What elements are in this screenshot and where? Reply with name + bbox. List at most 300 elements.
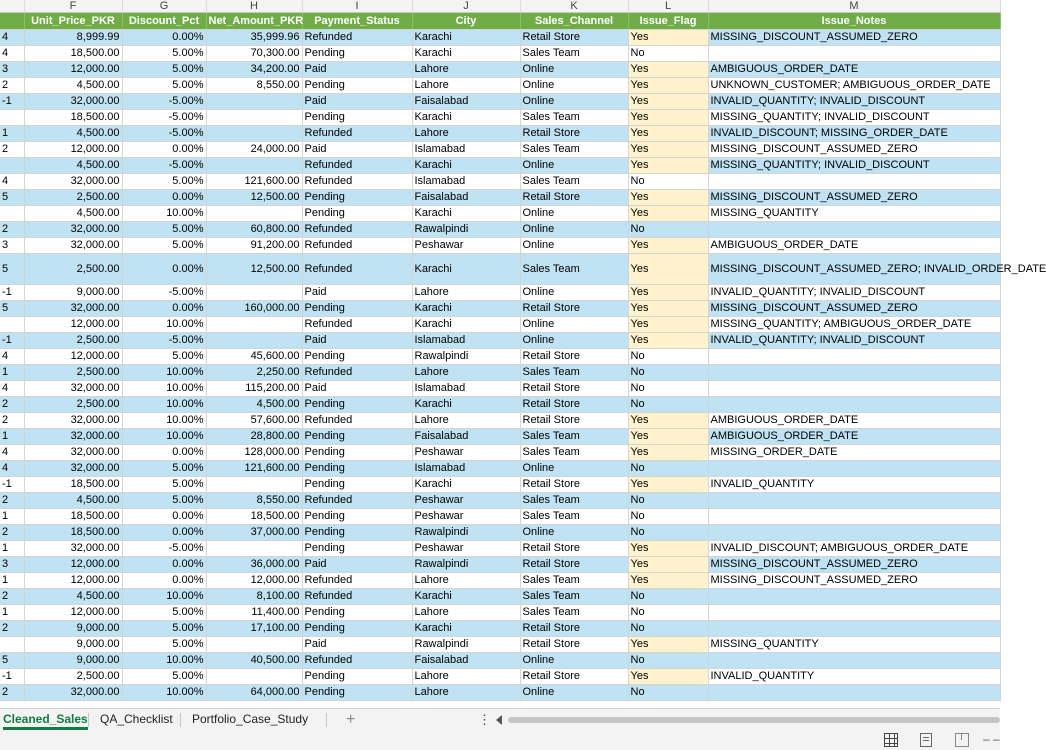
- quantity-cell[interactable]: -1: [0, 285, 24, 301]
- issue-notes-cell[interactable]: MISSING_QUANTITY; INVALID_DISCOUNT: [708, 158, 1000, 174]
- unit-price-cell[interactable]: 12,000.00: [24, 573, 122, 589]
- issue-flag-cell[interactable]: Yes: [628, 30, 708, 46]
- net-amount-cell[interactable]: 45,600.00: [206, 349, 302, 365]
- quantity-cell[interactable]: 3: [0, 238, 24, 254]
- payment-status-cell[interactable]: Pending: [302, 397, 412, 413]
- quantity-cell[interactable]: 4: [0, 381, 24, 397]
- net-amount-cell[interactable]: 40,500.00: [206, 653, 302, 669]
- unit-price-cell[interactable]: 12,000.00: [24, 605, 122, 621]
- unit-price-cell[interactable]: 18,500.00: [24, 509, 122, 525]
- discount-cell[interactable]: 5.00%: [122, 669, 206, 685]
- issue-notes-cell[interactable]: [708, 653, 1000, 669]
- sales-channel-cell[interactable]: Online: [520, 333, 628, 349]
- unit-price-cell[interactable]: 2,500.00: [24, 397, 122, 413]
- net-amount-cell[interactable]: 12,500.00: [206, 190, 302, 206]
- city-cell[interactable]: Lahore: [412, 413, 520, 429]
- payment-status-cell[interactable]: Refunded: [302, 222, 412, 238]
- quantity-cell[interactable]: 4: [0, 349, 24, 365]
- column-letter-l[interactable]: L: [628, 0, 708, 13]
- city-cell[interactable]: Rawalpindi: [412, 557, 520, 573]
- payment-status-cell[interactable]: Refunded: [302, 158, 412, 174]
- column-letter-g[interactable]: G: [122, 0, 206, 13]
- sales-channel-cell[interactable]: Online: [520, 685, 628, 701]
- payment-status-cell[interactable]: Refunded: [302, 30, 412, 46]
- header-cell-net-amount-pkr[interactable]: Net_Amount_PKR: [206, 13, 302, 30]
- issue-flag-cell[interactable]: No: [628, 222, 708, 238]
- city-cell[interactable]: Karachi: [412, 254, 520, 285]
- city-cell[interactable]: Lahore: [412, 685, 520, 701]
- unit-price-cell[interactable]: 32,000.00: [24, 685, 122, 701]
- net-amount-cell[interactable]: 28,800.00: [206, 429, 302, 445]
- quantity-cell[interactable]: 1: [0, 541, 24, 557]
- issue-flag-cell[interactable]: Yes: [628, 238, 708, 254]
- net-amount-cell[interactable]: 8,550.00: [206, 78, 302, 94]
- city-cell[interactable]: Peshawar: [412, 445, 520, 461]
- unit-price-cell[interactable]: 4,500.00: [24, 589, 122, 605]
- city-cell[interactable]: Faisalabad: [412, 94, 520, 110]
- issue-flag-cell[interactable]: Yes: [628, 142, 708, 158]
- payment-status-cell[interactable]: Refunded: [302, 589, 412, 605]
- payment-status-cell[interactable]: Pending: [302, 110, 412, 126]
- issue-notes-cell[interactable]: UNKNOWN_CUSTOMER; AMBIGUOUS_ORDER_DATE: [708, 78, 1000, 94]
- discount-cell[interactable]: 5.00%: [122, 477, 206, 493]
- quantity-cell[interactable]: [0, 637, 24, 653]
- issue-notes-cell[interactable]: [708, 509, 1000, 525]
- issue-flag-cell[interactable]: Yes: [628, 301, 708, 317]
- city-cell[interactable]: Karachi: [412, 397, 520, 413]
- net-amount-cell[interactable]: [206, 110, 302, 126]
- issue-flag-cell[interactable]: No: [628, 349, 708, 365]
- sales-channel-cell[interactable]: Online: [520, 653, 628, 669]
- sales-channel-cell[interactable]: Retail Store: [520, 541, 628, 557]
- payment-status-cell[interactable]: Paid: [302, 94, 412, 110]
- payment-status-cell[interactable]: Paid: [302, 62, 412, 78]
- unit-price-cell[interactable]: 4,500.00: [24, 206, 122, 222]
- issue-flag-cell[interactable]: Yes: [628, 637, 708, 653]
- quantity-cell[interactable]: 4: [0, 445, 24, 461]
- issue-notes-cell[interactable]: [708, 589, 1000, 605]
- sales-channel-cell[interactable]: Online: [520, 525, 628, 541]
- issue-notes-cell[interactable]: [708, 493, 1000, 509]
- city-cell[interactable]: Karachi: [412, 46, 520, 62]
- payment-status-cell[interactable]: Pending: [302, 429, 412, 445]
- issue-notes-cell[interactable]: [708, 397, 1000, 413]
- issue-notes-cell[interactable]: MISSING_DISCOUNT_ASSUMED_ZERO; INVALID_ORDER_DATE: [708, 254, 1000, 285]
- unit-price-cell[interactable]: 9,000.00: [24, 621, 122, 637]
- quantity-cell[interactable]: 4: [0, 30, 24, 46]
- discount-cell[interactable]: 5.00%: [122, 637, 206, 653]
- city-cell[interactable]: Peshawar: [412, 509, 520, 525]
- issue-flag-cell[interactable]: Yes: [628, 94, 708, 110]
- issue-notes-cell[interactable]: MISSING_QUANTITY; AMBIGUOUS_ORDER_DATE: [708, 317, 1000, 333]
- net-amount-cell[interactable]: [206, 158, 302, 174]
- quantity-cell[interactable]: 2: [0, 589, 24, 605]
- net-amount-cell[interactable]: 37,000.00: [206, 525, 302, 541]
- payment-status-cell[interactable]: Pending: [302, 669, 412, 685]
- payment-status-cell[interactable]: Pending: [302, 541, 412, 557]
- add-sheet-icon[interactable]: +: [346, 711, 356, 728]
- sales-channel-cell[interactable]: Sales Team: [520, 174, 628, 190]
- net-amount-cell[interactable]: 2,250.00: [206, 365, 302, 381]
- city-cell[interactable]: Lahore: [412, 285, 520, 301]
- issue-flag-cell[interactable]: Yes: [628, 126, 708, 142]
- quantity-cell[interactable]: -1: [0, 477, 24, 493]
- issue-flag-cell[interactable]: Yes: [628, 445, 708, 461]
- payment-status-cell[interactable]: Pending: [302, 349, 412, 365]
- discount-cell[interactable]: -5.00%: [122, 94, 206, 110]
- discount-cell[interactable]: 10.00%: [122, 317, 206, 333]
- issue-notes-cell[interactable]: MISSING_QUANTITY: [708, 637, 1000, 653]
- column-letter-m[interactable]: M: [708, 0, 1000, 13]
- column-letter-j[interactable]: J: [412, 0, 520, 13]
- net-amount-cell[interactable]: [206, 94, 302, 110]
- net-amount-cell[interactable]: 12,500.00: [206, 254, 302, 285]
- discount-cell[interactable]: 0.00%: [122, 301, 206, 317]
- discount-cell[interactable]: 10.00%: [122, 413, 206, 429]
- sales-channel-cell[interactable]: Retail Store: [520, 190, 628, 206]
- net-amount-cell[interactable]: 57,600.00: [206, 413, 302, 429]
- issue-flag-cell[interactable]: No: [628, 605, 708, 621]
- discount-cell[interactable]: 0.00%: [122, 190, 206, 206]
- discount-cell[interactable]: 5.00%: [122, 493, 206, 509]
- header-cell-quantity[interactable]: [0, 13, 24, 30]
- page-break-preview-icon[interactable]: [955, 733, 969, 747]
- issue-flag-cell[interactable]: No: [628, 461, 708, 477]
- unit-price-cell[interactable]: 18,500.00: [24, 110, 122, 126]
- issue-flag-cell[interactable]: Yes: [628, 190, 708, 206]
- column-letter-i[interactable]: I: [302, 0, 412, 13]
- net-amount-cell[interactable]: [206, 317, 302, 333]
- unit-price-cell[interactable]: 32,000.00: [24, 541, 122, 557]
- city-cell[interactable]: Peshawar: [412, 493, 520, 509]
- quantity-cell[interactable]: -1: [0, 94, 24, 110]
- tab-portfolio-case-study[interactable]: Portfolio_Case_Study: [192, 712, 309, 726]
- quantity-cell[interactable]: 1: [0, 509, 24, 525]
- sales-channel-cell[interactable]: Retail Store: [520, 349, 628, 365]
- issue-flag-cell[interactable]: Yes: [628, 285, 708, 301]
- city-cell[interactable]: Islamabad: [412, 174, 520, 190]
- unit-price-cell[interactable]: 12,000.00: [24, 557, 122, 573]
- city-cell[interactable]: Karachi: [412, 621, 520, 637]
- issue-notes-cell[interactable]: INVALID_QUANTITY: [708, 477, 1000, 493]
- issue-notes-cell[interactable]: [708, 174, 1000, 190]
- quantity-cell[interactable]: 2: [0, 142, 24, 158]
- page-layout-icon[interactable]: [920, 733, 932, 747]
- discount-cell[interactable]: -5.00%: [122, 541, 206, 557]
- horizontal-scrollbar[interactable]: [508, 717, 1000, 723]
- city-cell[interactable]: Rawalpindi: [412, 349, 520, 365]
- city-cell[interactable]: Karachi: [412, 589, 520, 605]
- unit-price-cell[interactable]: 2,500.00: [24, 669, 122, 685]
- discount-cell[interactable]: -5.00%: [122, 126, 206, 142]
- sales-channel-cell[interactable]: Retail Store: [520, 397, 628, 413]
- issue-flag-cell[interactable]: Yes: [628, 573, 708, 589]
- payment-status-cell[interactable]: Paid: [302, 557, 412, 573]
- city-cell[interactable]: Karachi: [412, 206, 520, 222]
- unit-price-cell[interactable]: 12,000.00: [24, 317, 122, 333]
- issue-notes-cell[interactable]: MISSING_DISCOUNT_ASSUMED_ZERO: [708, 190, 1000, 206]
- unit-price-cell[interactable]: 32,000.00: [24, 174, 122, 190]
- issue-notes-cell[interactable]: [708, 222, 1000, 238]
- quantity-cell[interactable]: 5: [0, 190, 24, 206]
- discount-cell[interactable]: -5.00%: [122, 285, 206, 301]
- payment-status-cell[interactable]: Pending: [302, 445, 412, 461]
- payment-status-cell[interactable]: Refunded: [302, 413, 412, 429]
- discount-cell[interactable]: 5.00%: [122, 621, 206, 637]
- net-amount-cell[interactable]: [206, 206, 302, 222]
- net-amount-cell[interactable]: [206, 637, 302, 653]
- city-cell[interactable]: Islamabad: [412, 142, 520, 158]
- sales-channel-cell[interactable]: Sales Team: [520, 605, 628, 621]
- unit-price-cell[interactable]: 32,000.00: [24, 429, 122, 445]
- city-cell[interactable]: Islamabad: [412, 333, 520, 349]
- unit-price-cell[interactable]: 9,000.00: [24, 637, 122, 653]
- quantity-cell[interactable]: 2: [0, 525, 24, 541]
- issue-flag-cell[interactable]: Yes: [628, 557, 708, 573]
- quantity-cell[interactable]: 3: [0, 62, 24, 78]
- issue-flag-cell[interactable]: Yes: [628, 110, 708, 126]
- net-amount-cell[interactable]: 91,200.00: [206, 238, 302, 254]
- net-amount-cell[interactable]: 11,400.00: [206, 605, 302, 621]
- discount-cell[interactable]: 5.00%: [122, 349, 206, 365]
- issue-notes-cell[interactable]: [708, 605, 1000, 621]
- city-cell[interactable]: Lahore: [412, 573, 520, 589]
- quantity-cell[interactable]: -1: [0, 669, 24, 685]
- discount-cell[interactable]: 0.00%: [122, 30, 206, 46]
- sales-channel-cell[interactable]: Sales Team: [520, 429, 628, 445]
- zoom-slider[interactable]: – –: [983, 732, 1000, 746]
- payment-status-cell[interactable]: Refunded: [302, 653, 412, 669]
- net-amount-cell[interactable]: [206, 541, 302, 557]
- header-cell-sales-channel[interactable]: Sales_Channel: [520, 13, 628, 30]
- discount-cell[interactable]: 10.00%: [122, 685, 206, 701]
- net-amount-cell[interactable]: 121,600.00: [206, 174, 302, 190]
- issue-notes-cell[interactable]: MISSING_DISCOUNT_ASSUMED_ZERO: [708, 30, 1000, 46]
- issue-flag-cell[interactable]: Yes: [628, 477, 708, 493]
- issue-notes-cell[interactable]: MISSING_QUANTITY: [708, 206, 1000, 222]
- unit-price-cell[interactable]: 32,000.00: [24, 222, 122, 238]
- discount-cell[interactable]: 10.00%: [122, 381, 206, 397]
- net-amount-cell[interactable]: 36,000.00: [206, 557, 302, 573]
- discount-cell[interactable]: 10.00%: [122, 429, 206, 445]
- payment-status-cell[interactable]: Refunded: [302, 493, 412, 509]
- payment-status-cell[interactable]: Refunded: [302, 317, 412, 333]
- sales-channel-cell[interactable]: Online: [520, 222, 628, 238]
- issue-flag-cell[interactable]: Yes: [628, 254, 708, 285]
- payment-status-cell[interactable]: Pending: [302, 525, 412, 541]
- city-cell[interactable]: Faisalabad: [412, 190, 520, 206]
- quantity-cell[interactable]: 3: [0, 557, 24, 573]
- city-cell[interactable]: Karachi: [412, 110, 520, 126]
- issue-flag-cell[interactable]: No: [628, 174, 708, 190]
- issue-notes-cell[interactable]: MISSING_QUANTITY; INVALID_DISCOUNT: [708, 110, 1000, 126]
- sales-channel-cell[interactable]: Online: [520, 206, 628, 222]
- sales-channel-cell[interactable]: Sales Team: [520, 365, 628, 381]
- discount-cell[interactable]: 5.00%: [122, 62, 206, 78]
- net-amount-cell[interactable]: [206, 333, 302, 349]
- unit-price-cell[interactable]: 18,500.00: [24, 525, 122, 541]
- net-amount-cell[interactable]: 18,500.00: [206, 509, 302, 525]
- city-cell[interactable]: Lahore: [412, 126, 520, 142]
- header-cell-city[interactable]: City: [412, 13, 520, 30]
- discount-cell[interactable]: -5.00%: [122, 110, 206, 126]
- issue-flag-cell[interactable]: Yes: [628, 413, 708, 429]
- net-amount-cell[interactable]: 8,550.00: [206, 493, 302, 509]
- issue-flag-cell[interactable]: No: [628, 685, 708, 701]
- net-amount-cell[interactable]: 115,200.00: [206, 381, 302, 397]
- issue-notes-cell[interactable]: MISSING_DISCOUNT_ASSUMED_ZERO: [708, 142, 1000, 158]
- issue-notes-cell[interactable]: MISSING_DISCOUNT_ASSUMED_ZERO: [708, 557, 1000, 573]
- issue-flag-cell[interactable]: Yes: [628, 78, 708, 94]
- quantity-cell[interactable]: 5: [0, 301, 24, 317]
- discount-cell[interactable]: -5.00%: [122, 333, 206, 349]
- city-cell[interactable]: Lahore: [412, 62, 520, 78]
- net-amount-cell[interactable]: [206, 126, 302, 142]
- quantity-cell[interactable]: [0, 158, 24, 174]
- issue-notes-cell[interactable]: [708, 685, 1000, 701]
- header-cell-issue-flag[interactable]: Issue_Flag: [628, 13, 708, 30]
- issue-flag-cell[interactable]: Yes: [628, 206, 708, 222]
- issue-notes-cell[interactable]: AMBIGUOUS_ORDER_DATE: [708, 413, 1000, 429]
- city-cell[interactable]: Karachi: [412, 301, 520, 317]
- city-cell[interactable]: Karachi: [412, 158, 520, 174]
- issue-notes-cell[interactable]: [708, 381, 1000, 397]
- discount-cell[interactable]: 5.00%: [122, 46, 206, 62]
- sales-channel-cell[interactable]: Online: [520, 94, 628, 110]
- city-cell[interactable]: Rawalpindi: [412, 525, 520, 541]
- issue-flag-cell[interactable]: No: [628, 621, 708, 637]
- issue-notes-cell[interactable]: INVALID_DISCOUNT; MISSING_ORDER_DATE: [708, 126, 1000, 142]
- issue-notes-cell[interactable]: AMBIGUOUS_ORDER_DATE: [708, 238, 1000, 254]
- issue-flag-cell[interactable]: No: [628, 397, 708, 413]
- net-amount-cell[interactable]: 8,100.00: [206, 589, 302, 605]
- issue-notes-cell[interactable]: INVALID_QUANTITY; INVALID_DISCOUNT: [708, 94, 1000, 110]
- column-letter-f[interactable]: F: [24, 0, 122, 13]
- net-amount-cell[interactable]: 24,000.00: [206, 142, 302, 158]
- tab-options-icon[interactable]: ⋮: [478, 712, 491, 727]
- sales-channel-cell[interactable]: Retail Store: [520, 669, 628, 685]
- payment-status-cell[interactable]: Refunded: [302, 174, 412, 190]
- issue-flag-cell[interactable]: Yes: [628, 317, 708, 333]
- quantity-cell[interactable]: 4: [0, 46, 24, 62]
- unit-price-cell[interactable]: 2,500.00: [24, 254, 122, 285]
- city-cell[interactable]: Peshawar: [412, 238, 520, 254]
- issue-notes-cell[interactable]: MISSING_DISCOUNT_ASSUMED_ZERO: [708, 573, 1000, 589]
- payment-status-cell[interactable]: Refunded: [302, 573, 412, 589]
- scroll-left-arrow-icon[interactable]: [496, 715, 502, 725]
- sales-channel-cell[interactable]: Retail Store: [520, 413, 628, 429]
- net-amount-cell[interactable]: [206, 477, 302, 493]
- normal-view-icon[interactable]: [884, 733, 898, 747]
- quantity-cell[interactable]: 2: [0, 413, 24, 429]
- payment-status-cell[interactable]: Pending: [302, 477, 412, 493]
- net-amount-cell[interactable]: 34,200.00: [206, 62, 302, 78]
- unit-price-cell[interactable]: 8,999.99: [24, 30, 122, 46]
- sales-channel-cell[interactable]: Retail Store: [520, 301, 628, 317]
- net-amount-cell[interactable]: 70,300.00: [206, 46, 302, 62]
- city-cell[interactable]: Lahore: [412, 365, 520, 381]
- issue-flag-cell[interactable]: No: [628, 525, 708, 541]
- unit-price-cell[interactable]: 4,500.00: [24, 493, 122, 509]
- payment-status-cell[interactable]: Refunded: [302, 254, 412, 285]
- payment-status-cell[interactable]: Pending: [302, 621, 412, 637]
- city-cell[interactable]: Faisalabad: [412, 429, 520, 445]
- net-amount-cell[interactable]: 64,000.00: [206, 685, 302, 701]
- quantity-cell[interactable]: 1: [0, 126, 24, 142]
- discount-cell[interactable]: 0.00%: [122, 557, 206, 573]
- column-letter-h[interactable]: H: [206, 0, 302, 13]
- issue-notes-cell[interactable]: INVALID_QUANTITY; INVALID_DISCOUNT: [708, 333, 1000, 349]
- sales-channel-cell[interactable]: Online: [520, 62, 628, 78]
- quantity-cell[interactable]: 5: [0, 653, 24, 669]
- discount-cell[interactable]: 5.00%: [122, 461, 206, 477]
- sales-channel-cell[interactable]: Retail Store: [520, 557, 628, 573]
- header-cell-unit-price-pkr[interactable]: Unit_Price_PKR: [24, 13, 122, 30]
- city-cell[interactable]: Lahore: [412, 669, 520, 685]
- issue-flag-cell[interactable]: Yes: [628, 62, 708, 78]
- sales-channel-cell[interactable]: Online: [520, 461, 628, 477]
- net-amount-cell[interactable]: 121,600.00: [206, 461, 302, 477]
- sales-channel-cell[interactable]: Retail Store: [520, 126, 628, 142]
- quantity-cell[interactable]: 4: [0, 174, 24, 190]
- net-amount-cell[interactable]: 12,000.00: [206, 573, 302, 589]
- payment-status-cell[interactable]: Paid: [302, 381, 412, 397]
- city-cell[interactable]: Islamabad: [412, 381, 520, 397]
- payment-status-cell[interactable]: Refunded: [302, 238, 412, 254]
- city-cell[interactable]: Karachi: [412, 30, 520, 46]
- discount-cell[interactable]: 0.00%: [122, 525, 206, 541]
- issue-notes-cell[interactable]: MISSING_ORDER_DATE: [708, 445, 1000, 461]
- quantity-cell[interactable]: [0, 317, 24, 333]
- sales-channel-cell[interactable]: Sales Team: [520, 573, 628, 589]
- payment-status-cell[interactable]: Paid: [302, 142, 412, 158]
- discount-cell[interactable]: -5.00%: [122, 158, 206, 174]
- issue-notes-cell[interactable]: INVALID_QUANTITY; INVALID_DISCOUNT: [708, 285, 1000, 301]
- unit-price-cell[interactable]: 12,000.00: [24, 349, 122, 365]
- quantity-cell[interactable]: 1: [0, 605, 24, 621]
- unit-price-cell[interactable]: 12,000.00: [24, 142, 122, 158]
- net-amount-cell[interactable]: 17,100.00: [206, 621, 302, 637]
- unit-price-cell[interactable]: 2,500.00: [24, 333, 122, 349]
- unit-price-cell[interactable]: 2,500.00: [24, 365, 122, 381]
- payment-status-cell[interactable]: Refunded: [302, 365, 412, 381]
- issue-notes-cell[interactable]: INVALID_DISCOUNT; AMBIGUOUS_ORDER_DATE: [708, 541, 1000, 557]
- sales-channel-cell[interactable]: Online: [520, 317, 628, 333]
- issue-flag-cell[interactable]: No: [628, 509, 708, 525]
- discount-cell[interactable]: 0.00%: [122, 445, 206, 461]
- issue-flag-cell[interactable]: No: [628, 589, 708, 605]
- issue-notes-cell[interactable]: [708, 349, 1000, 365]
- sales-channel-cell[interactable]: Sales Team: [520, 110, 628, 126]
- issue-notes-cell[interactable]: [708, 46, 1000, 62]
- discount-cell[interactable]: 0.00%: [122, 509, 206, 525]
- sales-channel-cell[interactable]: Online: [520, 285, 628, 301]
- payment-status-cell[interactable]: Pending: [302, 78, 412, 94]
- payment-status-cell[interactable]: Pending: [302, 301, 412, 317]
- discount-cell[interactable]: 0.00%: [122, 254, 206, 285]
- issue-flag-cell[interactable]: Yes: [628, 333, 708, 349]
- net-amount-cell[interactable]: [206, 285, 302, 301]
- discount-cell[interactable]: 5.00%: [122, 238, 206, 254]
- sales-channel-cell[interactable]: Retail Store: [520, 30, 628, 46]
- quantity-cell[interactable]: [0, 206, 24, 222]
- quantity-cell[interactable]: 2: [0, 78, 24, 94]
- quantity-cell[interactable]: 2: [0, 493, 24, 509]
- payment-status-cell[interactable]: Pending: [302, 605, 412, 621]
- city-cell[interactable]: Karachi: [412, 477, 520, 493]
- issue-notes-cell[interactable]: AMBIGUOUS_ORDER_DATE: [708, 429, 1000, 445]
- city-cell[interactable]: Karachi: [412, 317, 520, 333]
